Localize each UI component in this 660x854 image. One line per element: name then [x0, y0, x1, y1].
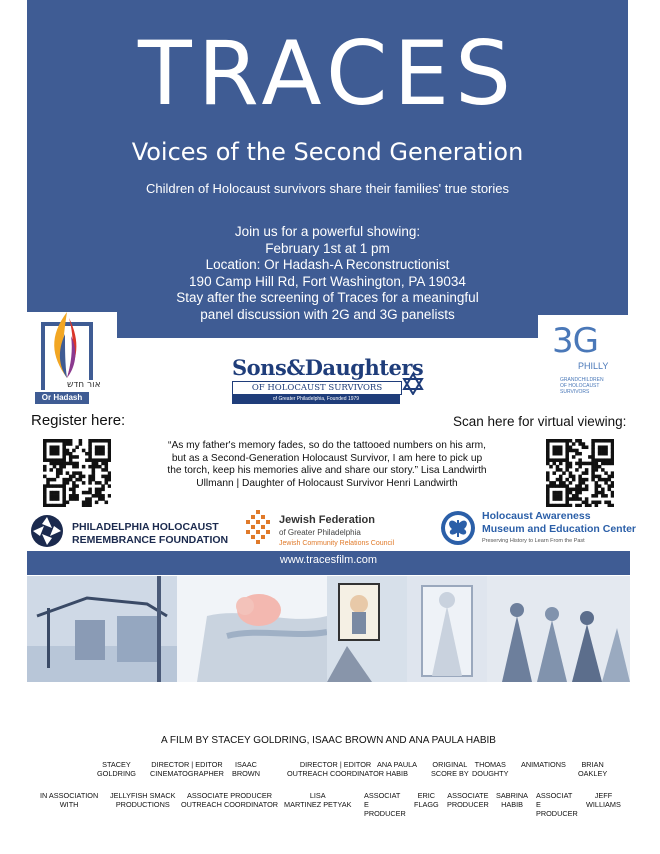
credit-item: DIRECTOR | EDITOR OUTREACH COORDINATOR — [287, 760, 385, 778]
credit-item: JELLYFISH SMACK PRODUCTIONS — [110, 791, 176, 809]
sons-daughters-title: Sons&Daughters — [232, 355, 424, 380]
federation-line3: Jewish Community Relations Council — [279, 540, 395, 547]
credit-item: BRIAN OAKLEY — [578, 760, 608, 778]
credit-item: STACEY GOLDRING — [97, 760, 136, 778]
star-of-david-icon — [402, 373, 424, 395]
event-line: Join us for a powerful showing: — [234, 224, 421, 239]
three-g-mark: 3G — [552, 321, 598, 361]
credit-item: JEFF WILLIAMS — [586, 791, 621, 809]
quote-line: but as a Second-Generation Holocaust Survivor, I am here to pick up — [171, 452, 483, 464]
phila-holocaust-line2: REMEMBRANCE FOUNDATION — [72, 534, 229, 546]
holocaust-awareness-logo — [440, 508, 637, 550]
testimonial-quote — [140, 440, 514, 490]
scan-label: Scan here for virtual viewing: — [453, 414, 627, 429]
film-by-line: A FILM BY STACEY GOLDRING, ISAAC BROWN AND ANA PAULA HABIB — [161, 735, 496, 746]
phila-holocaust-logo — [30, 514, 240, 550]
credit-item: ISAAC BROWN — [232, 760, 260, 778]
phila-holocaust-line1: PHILADELPHIA HOLOCAUST — [72, 521, 219, 533]
three-g-philly-logo — [538, 315, 630, 403]
event-details — [27, 224, 628, 324]
or-hadash-hebrew: אור חדש — [67, 380, 101, 390]
credit-item: ASSOCIAT E PRODUCER — [364, 791, 406, 818]
or-hadash-logo — [27, 312, 117, 406]
sons-daughters-subtitle: OF HOLOCAUST SURVIVORS — [232, 381, 402, 395]
museum-line1: Holocaust Awareness — [482, 510, 591, 522]
credit-item: ASSOCIATE PRODUCER OUTREACH COORDINATOR — [181, 791, 279, 809]
event-line: Stay after the screening of Traces for a meaningful — [176, 290, 479, 306]
credit-item: ANA PAULA HABIB — [377, 760, 418, 778]
credit-item: SABRINA HABIB — [496, 791, 529, 809]
event-line: Location: Or Hadash-A Reconstructionist — [205, 257, 450, 273]
aperture-icon — [30, 514, 64, 548]
sons-daughters-founded: of Greater Philadelphia, Founded 1979 — [232, 395, 400, 404]
event-line: panel discussion with 2G and 3G panelists — [200, 306, 455, 322]
artwork-scene — [27, 576, 630, 682]
film-title: TRACES — [138, 22, 517, 125]
or-hadash-name: Or Hadash — [35, 392, 89, 404]
sons-daughters-logo — [230, 355, 426, 407]
quote-line: “As my father's memory fades, so do the tattooed numbers on his arm, — [168, 440, 486, 451]
museum-line2: Museum and Education Center — [482, 523, 637, 535]
credit-item: ERIC FLAGG — [414, 791, 439, 809]
credit-item: THOMAS DOUGHTY — [472, 760, 509, 778]
credit-item: ORIGINAL SCORE BY — [431, 760, 469, 778]
three-g-philly: PHILLY — [578, 361, 609, 371]
credit-item: DIRECTOR | EDITOR CINEMATOGRAPHER — [150, 760, 224, 778]
register-qr-code[interactable] — [43, 439, 111, 512]
quote-line: Ullmann | Daughter of Holocaust Survivor Henri Landwirth — [196, 477, 458, 489]
federation-emblem-icon — [245, 510, 271, 546]
federation-line2: of Greater Philadelphia — [279, 528, 361, 537]
three-g-desc: GRANDCHILDREN OF HOLOCAUST SURVIVORS — [560, 377, 604, 395]
credit-item: ASSOCIATE PRODUCER — [447, 791, 489, 809]
website-link[interactable]: www.tracesfilm.com — [279, 554, 378, 566]
film-tagline: Children of Holocaust survivors share their families' true stories — [145, 181, 509, 196]
virtual-viewing-qr-code[interactable] — [546, 439, 614, 512]
event-line: February 1st at 1 pm — [265, 240, 390, 256]
museum-line3: Preserving History to Learn From the Past — [482, 538, 585, 544]
film-artwork-illustration — [27, 576, 630, 682]
credit-item: ASSOCIAT E PRODUCER — [536, 791, 578, 818]
quote-line: the torch, keep his memories alive and share our story.” Lisa Landwirth — [167, 465, 487, 477]
jewish-federation-logo — [245, 508, 435, 552]
butterfly-icon — [440, 510, 476, 546]
federation-line1: Jewish Federation — [279, 514, 375, 526]
credit-item: ANIMATIONS — [521, 760, 566, 769]
event-line: 190 Camp Hill Rd, Fort Washington, PA 19034 — [189, 273, 466, 289]
film-subtitle: Voices of the Second Generation — [131, 138, 524, 166]
register-label: Register here: — [31, 412, 126, 429]
credit-item: IN ASSOCIATION WITH — [40, 791, 99, 809]
credit-item: LISA MARTINEZ PETYAK — [284, 791, 352, 809]
